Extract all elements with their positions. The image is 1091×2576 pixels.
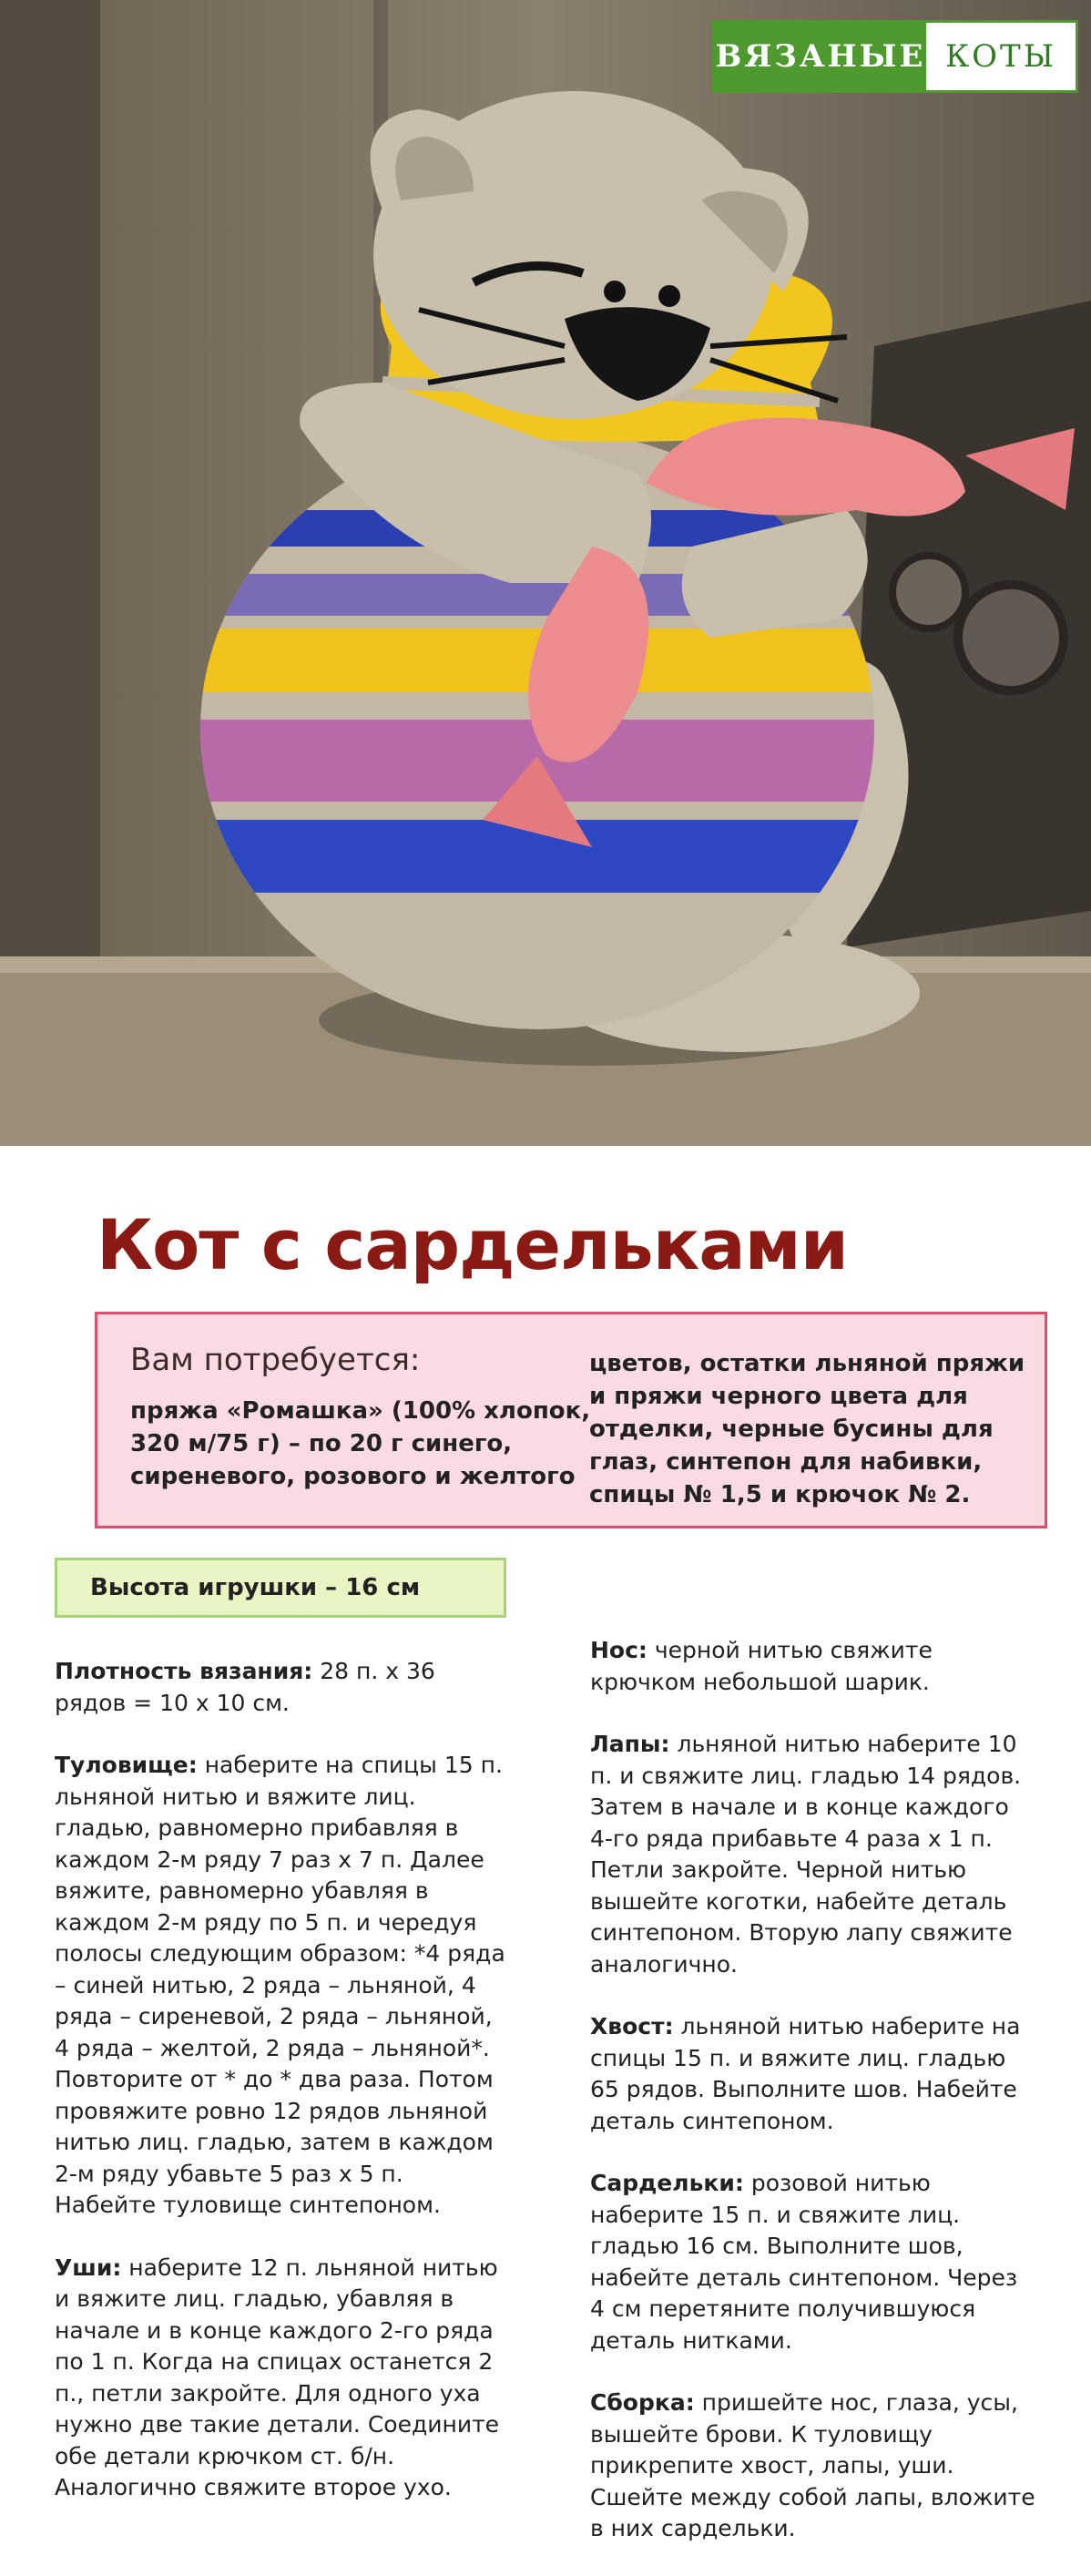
page-title: Кот с сардельками: [97, 1204, 848, 1285]
instruction-paragraph: [55, 1656, 510, 1719]
instruction-paragraph: [55, 1750, 510, 2222]
instruction-text: черной нитью свяжите крючком небольшой шарик.: [590, 1637, 933, 1695]
knitted-cat-photo: [0, 0, 1091, 1146]
instructions-right-column: [590, 1635, 1036, 2576]
instruction-paragraph: [590, 2168, 1036, 2356]
instruction-text: розовой нитью наберите 15 п. и свяжите лиц. гладью 16 см. Выполните шов, набейте деталь синтепоном. Через 4 см перетяните получившуюся деталь нитками.: [590, 2170, 1018, 2354]
materials-box: [95, 1312, 1047, 1528]
instruction-paragraph: [590, 2387, 1036, 2545]
instruction-paragraph: [590, 1635, 1036, 1698]
materials-text-col2: цветов, остатки льняной пряжи и пряжи черного цвета для отделки, черные бусины для глаз, синтепон для набивки, спицы № 1,5 и крючок № 2.: [589, 1350, 1025, 1508]
badge-left: ВЯЗАНЫЕ: [715, 23, 926, 90]
materials-heading: Вам потребуется:: [130, 1342, 421, 1378]
instruction-text: наберите на спицы 15 п. льняной нитью и вяжите лиц. гладью, равномерно прибавляя в каждом 2-м ряду 7 раз х 7 п. Далее вяжите, равномерно убавляя в каждом 2-м ряду по 5 п. и чередуя полосы следующим образом: *4 ряда – синей нитью, 2 ряда – льняной, 4 ряда – сиреневой, 2 ряда – льняной, 4 ряда – желтой, 2 ряда – льняной*. Повторите от * до * два раза. Потом провяжите ровно 12 рядов льняной нитью лиц. гладью, затем в каждом 2-м ряду убавьте 5 раз х 5 п. Набейте туловище синтепоном.: [55, 1752, 505, 2218]
instruction-label: Туловище:: [55, 1752, 198, 1778]
instruction-paragraph: [590, 1729, 1036, 1980]
instruction-paragraph: [590, 2011, 1036, 2137]
section-badge: [712, 20, 1078, 93]
instruction-text: льняной нитью наберите на спицы 15 п. и вяжите лиц. гладью 65 рядов. Выполните шов. Набейте деталь синтепоном.: [590, 2013, 1021, 2134]
toy-height-box: Высота игрушки – 16 см: [55, 1558, 506, 1618]
instruction-label: Лапы:: [590, 1731, 670, 1757]
instructions-left-column: [55, 1656, 510, 2535]
instruction-text: наберите 12 п. льняной нитью и вяжите лиц. гладью, убавляя в начале и в конце каждого 2-го ряда по 1 п. Когда на спицах останется 2 п., петли закройте. Для одного уха нужно две такие детали. Соедините обе детали крючком ст. б/н. Аналогично свяжите второе ухо.: [55, 2254, 500, 2500]
instruction-paragraph: [55, 2253, 510, 2504]
instruction-label: Сардельки:: [590, 2170, 744, 2196]
instruction-label: Хвост:: [590, 2013, 674, 2039]
instruction-text: пришейте нос, глаза, усы, вышейте брови. К туловищу прикрепите хвост, лапы, уши. Сшейте между собой лапы, вложите в них сардельки.: [590, 2389, 1035, 2541]
instruction-label: Нос:: [590, 1637, 647, 1663]
instruction-label: Плотность вязания:: [55, 1658, 313, 1684]
instruction-text: 28 п. х 36 рядов = 10 х 10 см.: [55, 1658, 435, 1716]
materials-text-col1: пряжа «Ромашка» (100% хлопок, 320 м/75 г) – по 20 г синего, сиреневого, розового и желтого: [130, 1397, 591, 1490]
badge-right: КОТЫ: [944, 38, 1057, 75]
instruction-text: льняной нитью наберите 10 п. и свяжите лиц. гладью 14 рядов. Затем в начале и в конце каждого 4-го ряда прибавьте 4 раза х 1 п. Петли закройте. Черной нитью вышейте коготки, набейте деталь синтепоном. Вторую лапу свяжите аналогично.: [590, 1731, 1022, 1978]
instruction-label: Сборка:: [590, 2389, 695, 2416]
instruction-label: Уши:: [55, 2254, 122, 2281]
